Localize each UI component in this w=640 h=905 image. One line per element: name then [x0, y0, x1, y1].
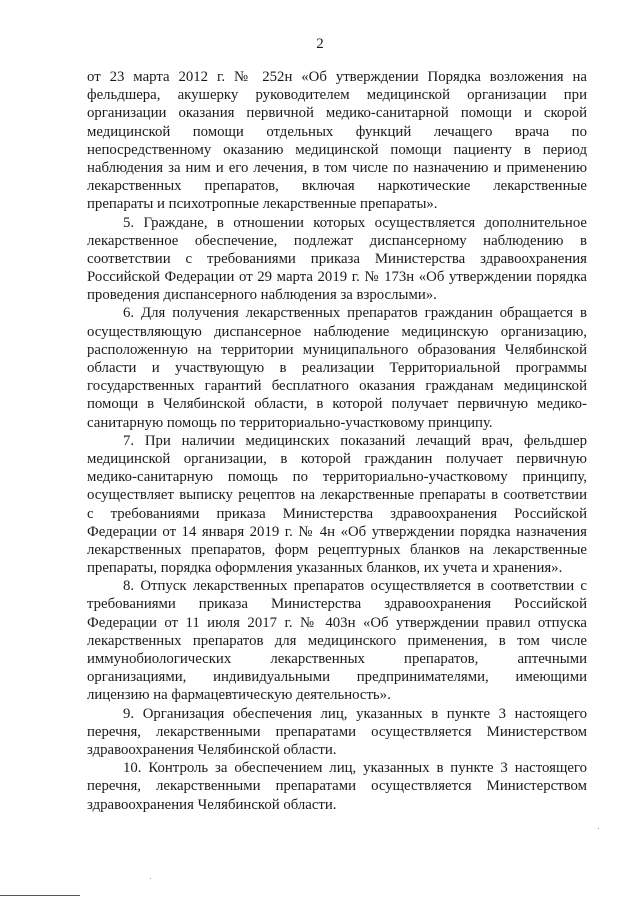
text-line: помощи в Челябинской области, в которой получает первичную медико-	[87, 396, 587, 413]
page-number: 2	[316, 36, 324, 52]
text-line: перечня, лекарственными препаратами осуществляется Министерством	[87, 778, 587, 795]
text-line: лекарственных препаратов для медицинского применения, в том числе	[87, 632, 587, 649]
scan-speck	[150, 878, 151, 879]
scan-speck	[598, 828, 599, 829]
text-line: проведения диспансерного наблюдения за взрослыми».	[87, 287, 437, 304]
text-line: иммунобиологических лекарственных препаратов, аптечными	[87, 651, 587, 667]
text-line: лекарственное обеспечение, подлежат диспансерному наблюдению в	[87, 232, 587, 249]
text-line: соответствии с требованиями приказа Министерства здравоохранения	[87, 250, 587, 267]
text-line: препараты, порядка оформления указанных бланков, их учета и хранения».	[87, 560, 563, 577]
text-line: 6. Для получения лекарственных препаратов гражданин обращается в	[123, 305, 587, 322]
document-body	[87, 68, 587, 814]
text-line: наблюдения за ним и его лечения, в том числе по назначению и применению	[87, 159, 587, 176]
text-line: Федерации от 11 июля 2017 г. № 403н «Об утверждении правил отпуска	[87, 614, 587, 631]
text-line: здравоохранения Челябинской области.	[87, 796, 337, 813]
text-line: лицензию на фармацевтическую деятельность».	[87, 687, 391, 704]
text-line: 10. Контроль за обеспечением лиц, указанных в пункте 3 настоящего	[123, 760, 587, 777]
text-line: санитарную помощь по территориально-участковому принципу.	[87, 414, 493, 431]
text-line: здравоохранения Челябинской области.	[87, 741, 337, 758]
text-line: с требованиями приказа Министерства здравоохранения Российской	[87, 505, 587, 522]
text-line: медицинской помощи отдельных функций лечащего врача по	[87, 123, 587, 140]
text-line: лекарственных препаратов, форм рецептурных бланков на лекарственные	[87, 541, 587, 558]
text-line: организациями, индивидуальными предпринимателями, имеющими	[87, 669, 587, 686]
text-line: 5. Граждане, в отношении которых осуществляется дополнительное	[123, 214, 587, 231]
text-line: государственных гарантий бесплатного оказания гражданам медицинской	[87, 378, 587, 395]
text-line: области и участвующую в реализации Территориальной программы	[87, 360, 587, 376]
text-line: медико-санитарную помощь по территориально-участковому принципу,	[87, 469, 587, 486]
text-line: осуществляет выписку рецептов на лекарственные препараты в соответствии	[87, 487, 587, 504]
text-line: Федерации от 14 января 2019 г. № 4н «Об утверждении порядка назначения	[87, 523, 587, 540]
text-line: 9. Организация обеспечения лиц, указанных в пункте 3 настоящего	[123, 705, 587, 722]
text-line: непосредственному оказанию медицинской помощи пациенту в период	[87, 141, 587, 158]
text-line: препараты и психотропные лекарственные препараты».	[87, 196, 438, 213]
text-line: 7. При наличии медицинских показаний лечащий врач, фельдшер	[123, 432, 587, 449]
text-line: от 23 марта 2012 г. № 252н «Об утверждении Порядка возложения на	[87, 69, 587, 85]
text-line: фельдшера, акушерку руководителем медицинской организации при	[87, 87, 587, 104]
text-line: медицинской организации, в которой гражданин получает первичную	[87, 450, 587, 467]
text-line: Российской Федерации от 29 марта 2019 г. № 173н «Об утверждении порядка	[87, 269, 587, 286]
text-line: осуществляющую диспансерное наблюдение медицинскую организацию,	[87, 323, 587, 340]
text-line: расположенную на территории муниципального образования Челябинской	[87, 341, 587, 358]
text-line: 8. Отпуск лекарственных препаратов осуществляется в соответствии с	[123, 578, 587, 595]
footer-rule	[0, 895, 80, 896]
text-line: перечня, лекарственными препаратами осуществляется Министерством	[87, 723, 587, 740]
text-line: организации оказания первичной медико-санитарной помощи и скорой	[87, 105, 587, 122]
text-line: лекарственных препаратов, включая наркотические лекарственные	[87, 178, 587, 195]
text-line: требованиями приказа Министерства здравоохранения Российской	[87, 596, 587, 613]
